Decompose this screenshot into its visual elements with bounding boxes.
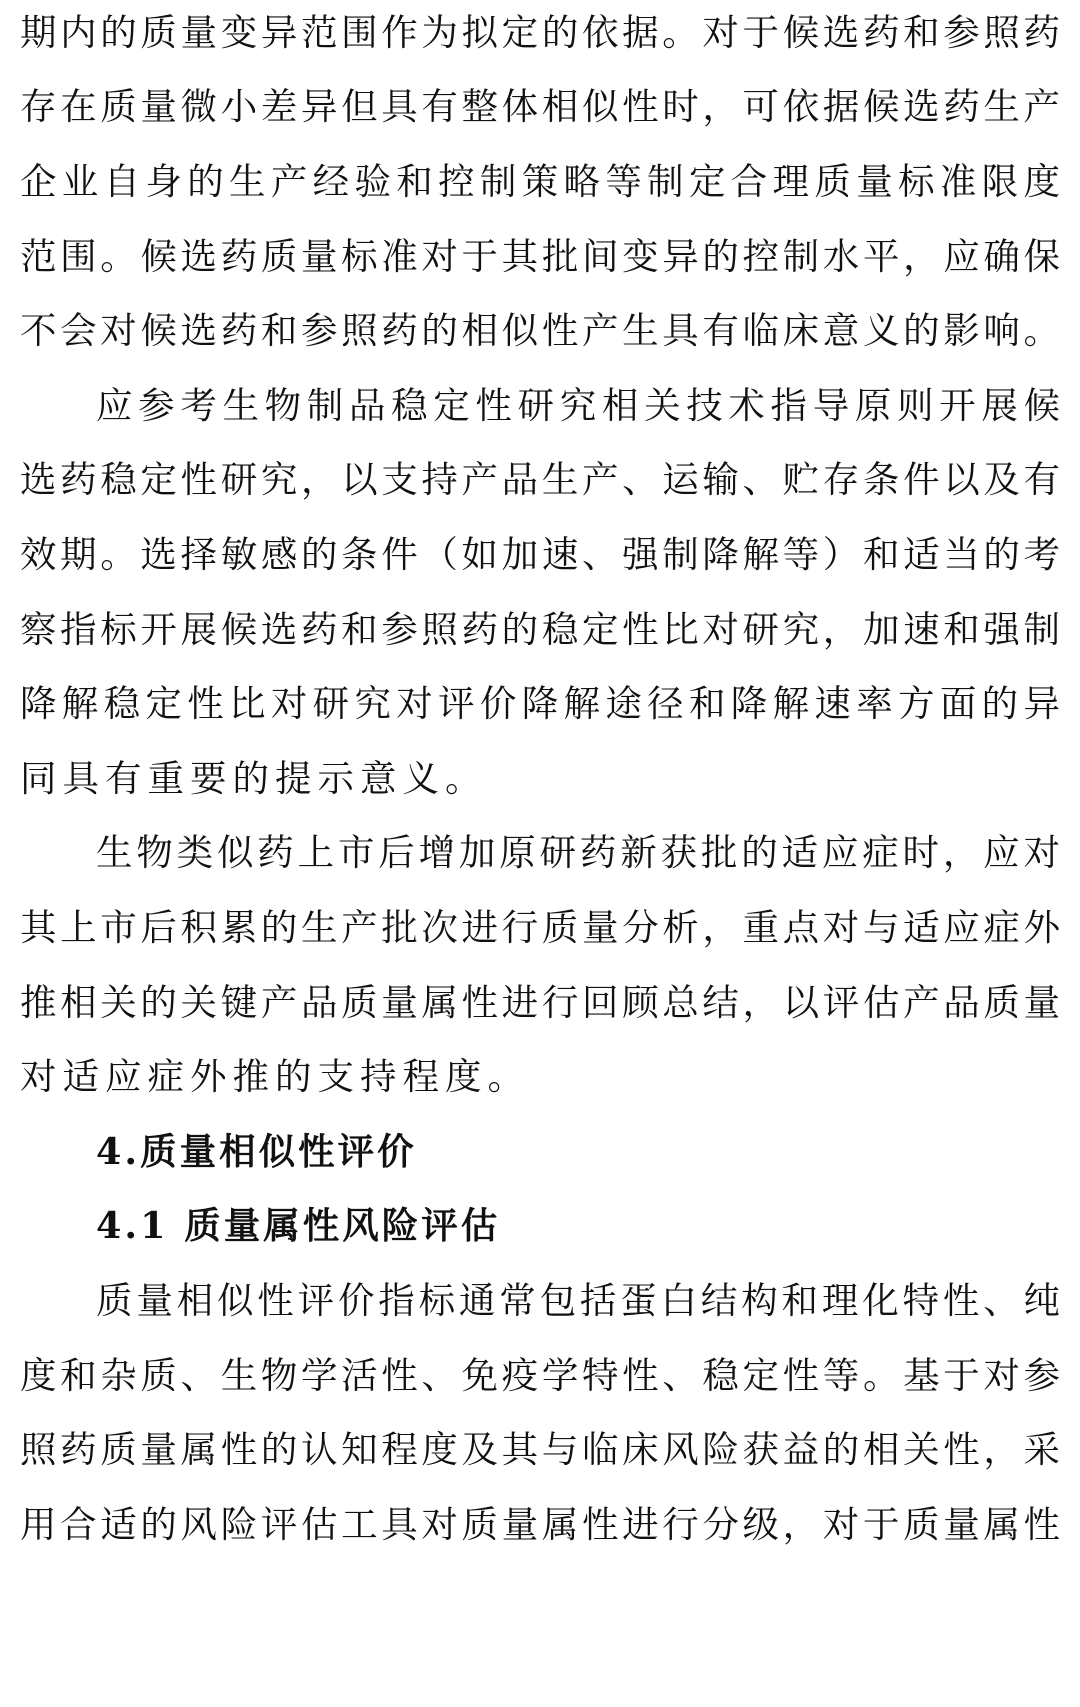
document-paragraph-start: 应参考生物制品稳定性研究相关技术指导原则开展候 [96, 384, 1060, 427]
document-text-line: 度和杂质、生物学活性、免疫学特性、稳定性等。基于对参 [20, 1354, 1060, 1397]
document-text-line: 不会对候选药和参照药的相似性产生具有临床意义的影响。 [20, 309, 1060, 352]
document-text-line: 期内的质量变异范围作为拟定的依据。对于候选药和参照药 [20, 11, 1060, 54]
document-text-line: 降解稳定性比对研究对评价降解途径和降解速率方面的异 [20, 682, 1060, 725]
document-text-line: 效期。选择敏感的条件（如加速、强制降解等）和适当的考 [20, 533, 1060, 576]
section-heading: 4.质量相似性评价 [96, 1130, 417, 1173]
document-text-line: 范围。候选药质量标准对于其批间变异的控制水平，应确保 [20, 235, 1060, 278]
document-paragraph-start: 质量相似性评价指标通常包括蛋白结构和理化特性、纯 [96, 1279, 1060, 1322]
document-text-line: 察指标开展候选药和参照药的稳定性比对研究，加速和强制 [20, 608, 1060, 651]
subsection-heading: 4.1 质量属性风险评估 [96, 1204, 501, 1247]
document-text-line: 其上市后积累的生产批次进行质量分析，重点对与适应症外 [20, 906, 1060, 949]
document-text-line: 存在质量微小差异但具有整体相似性时，可依据候选药生产 [20, 85, 1060, 128]
document-text-line: 用合适的风险评估工具对质量属性进行分级，对于质量属性 [20, 1503, 1060, 1546]
document-paragraph-start: 生物类似药上市后增加原研药新获批的适应症时，应对 [96, 831, 1060, 874]
document-text-line: 照药质量属性的认知程度及其与临床风险获益的相关性，采 [20, 1428, 1060, 1471]
document-text-line: 选药稳定性研究，以支持产品生产、运输、贮存条件以及有 [20, 458, 1060, 501]
document-text-line: 对适应症外推的支持程度。 [20, 1055, 530, 1098]
document-text-line: 同具有重要的提示意义。 [20, 757, 488, 800]
document-text-line: 企业自身的生产经验和控制策略等制定合理质量标准限度 [20, 160, 1060, 203]
document-text-line: 推相关的关键产品质量属性进行回顾总结，以评估产品质量 [20, 981, 1060, 1024]
